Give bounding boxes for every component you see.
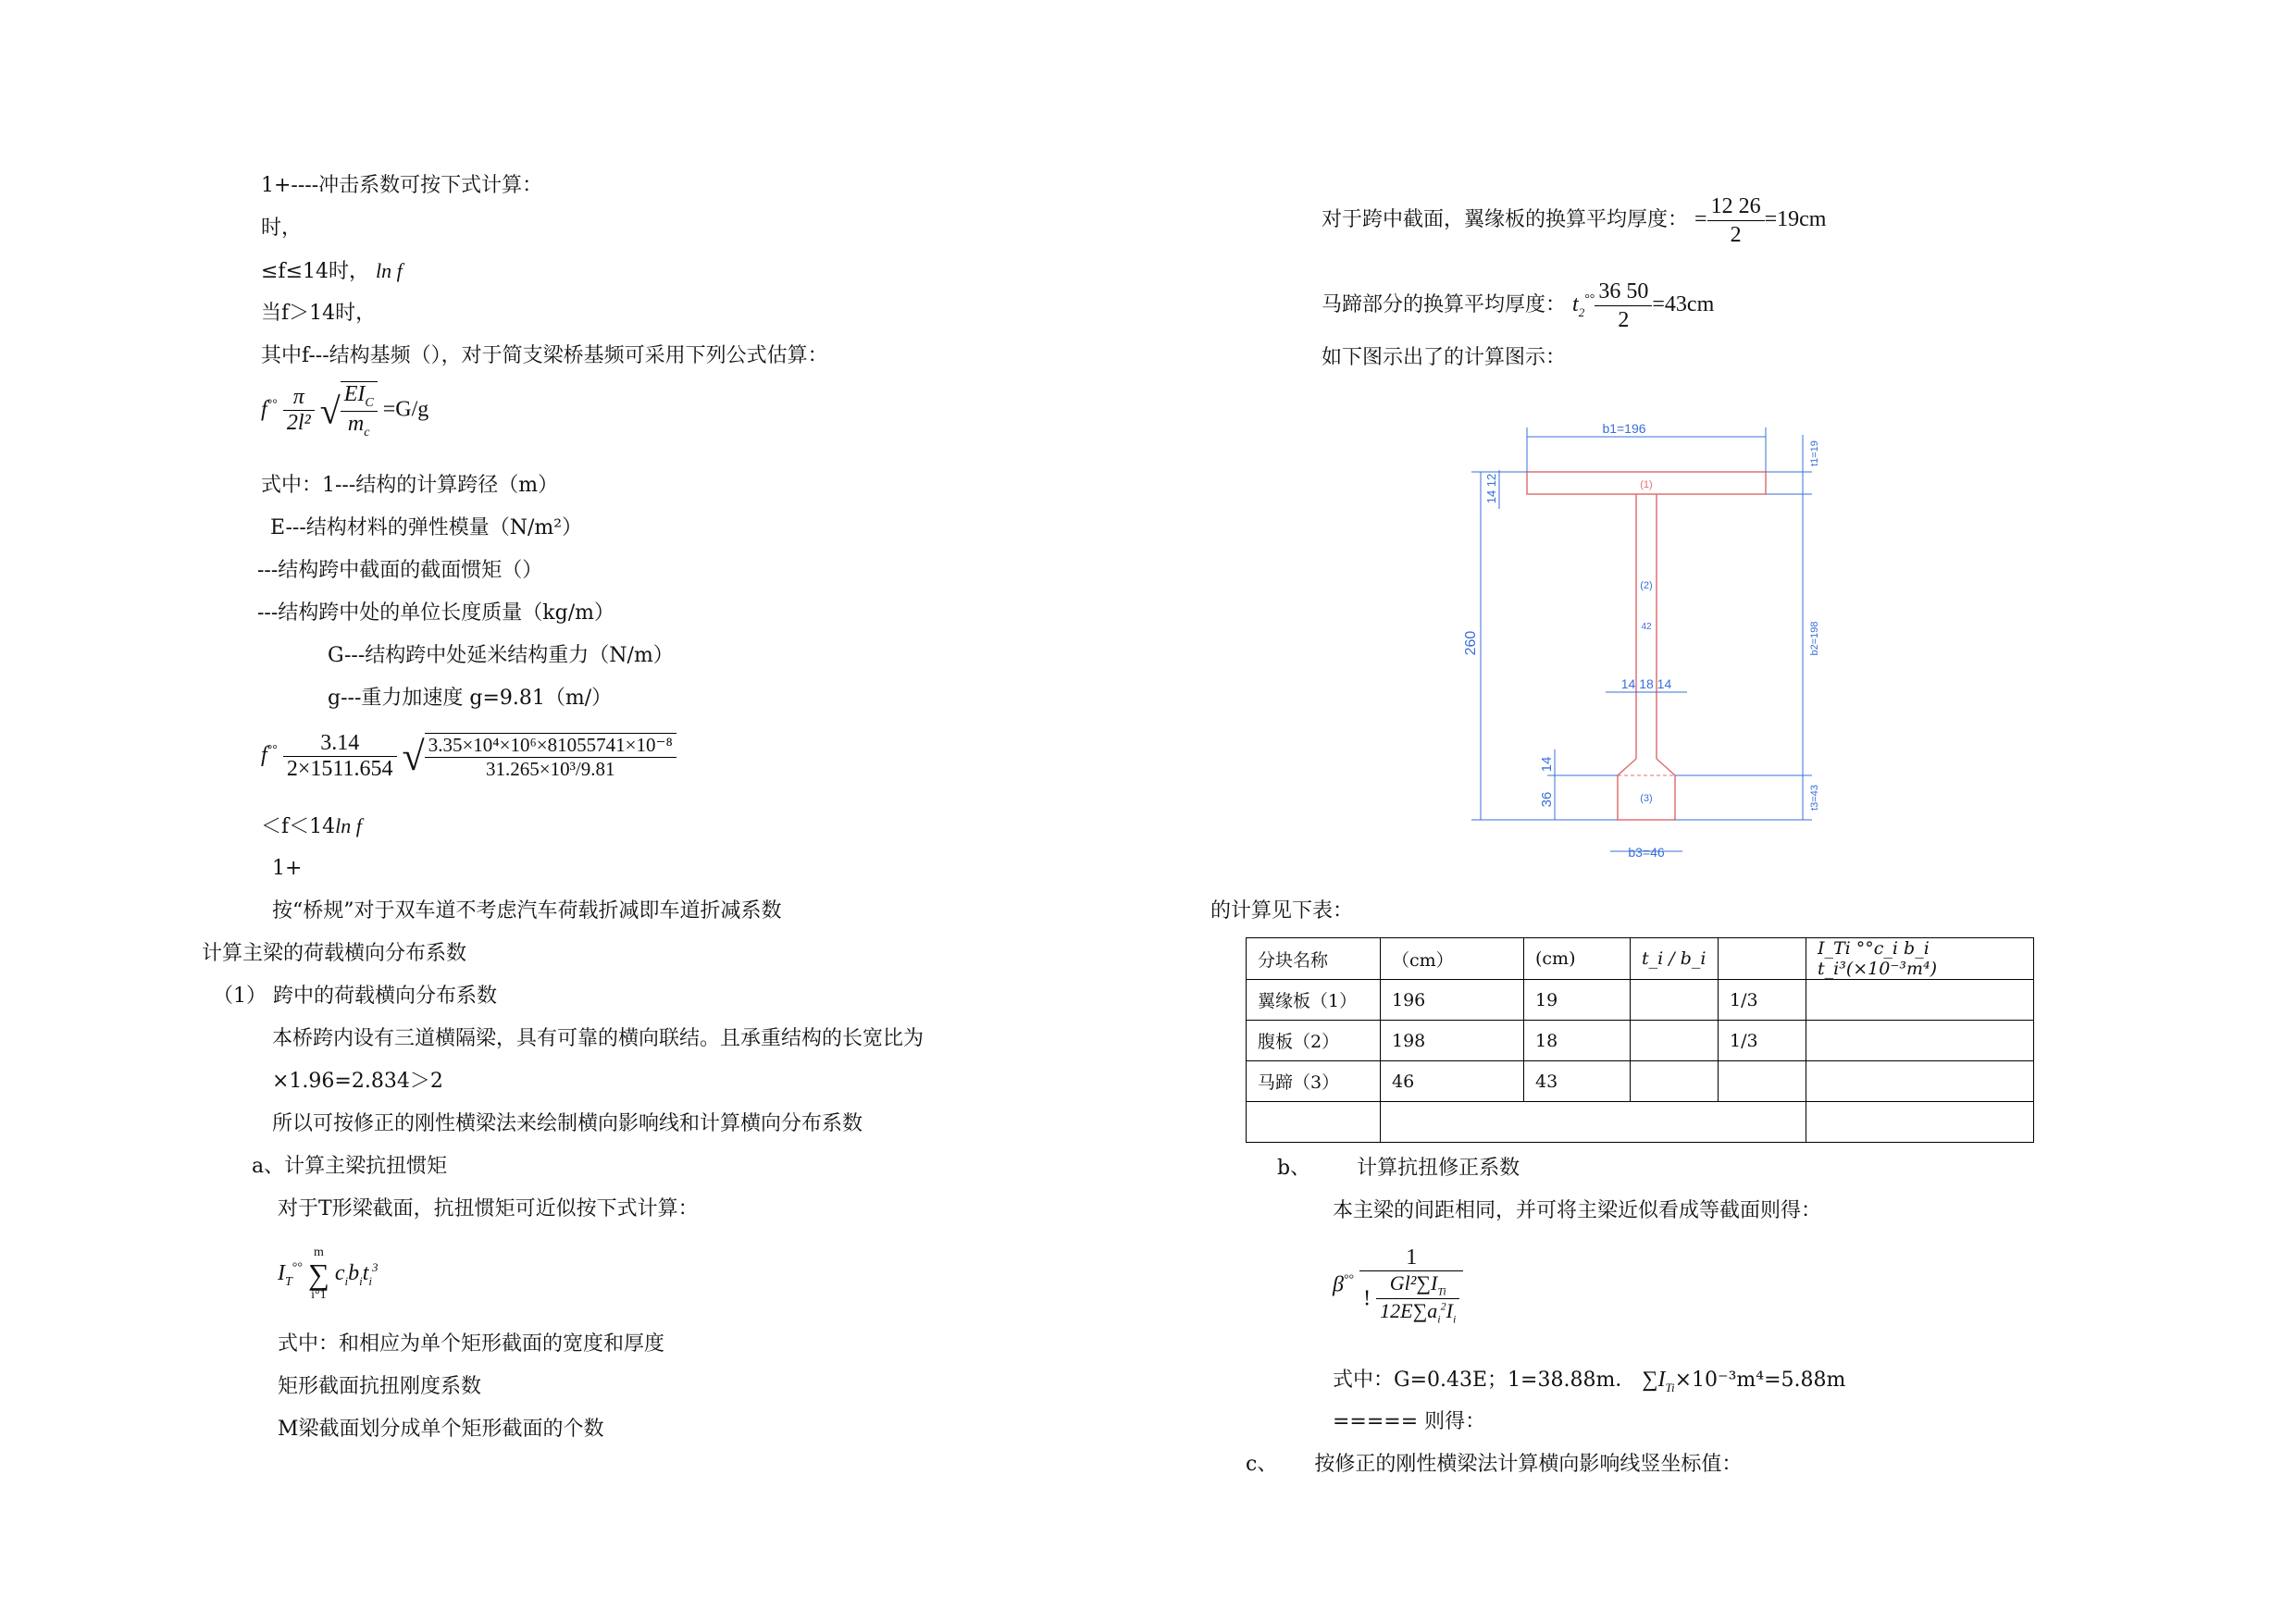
label-left-top: 14 12: [1484, 473, 1498, 504]
flange-thickness: [1322, 192, 1826, 249]
label-b2: b2=198: [1809, 621, 1820, 656]
step-a-title: a、计算主梁抗扭惯矩: [252, 1155, 448, 1178]
subsection-title: （1） 跨中的荷载横向分布系数: [213, 985, 497, 1008]
label-part-2: (2): [1640, 580, 1653, 591]
equal-section-text: 本主梁的间距相同，并可将主梁近似看成等截面则得：: [1333, 1199, 1822, 1222]
beta-params-sum: $\sum I_{Ti}$: [1642, 1368, 1675, 1394]
label-b3: b3=46: [1628, 845, 1665, 860]
beta-params-tail: ×10⁻³m⁴=5.88m: [1674, 1369, 1846, 1392]
flange-thickness-text: 对于跨中截面，翼缘板的换算平均厚度：: [1322, 208, 1689, 232]
th-b: （cm）: [1381, 938, 1524, 980]
frequency-range-math: ln f: [335, 814, 362, 837]
f2-sym: °°: [267, 743, 278, 758]
f1-radicand: [341, 381, 378, 440]
label-t1: t1=19: [1809, 440, 1820, 466]
beta-lhs: β: [1333, 1272, 1344, 1297]
th-c: [1719, 938, 1806, 980]
label-h-total: 260: [1463, 630, 1479, 656]
def-g-weight: G---结构跨中处延米结构重力（N/m）: [328, 644, 674, 667]
def-i: ---结构跨中截面的截面惯矩（）: [257, 559, 543, 582]
f3-body: $c_ib_it_i^3$: [334, 1259, 379, 1288]
impact-value: 1+: [272, 857, 303, 880]
ratio-text: ×1.96=2.834＞2: [272, 1070, 443, 1093]
label-part-3: (3): [1640, 793, 1653, 804]
cell: 198: [1381, 1021, 1524, 1061]
table-row: [1247, 1061, 2034, 1102]
beta-params-text: 式中：G=0.43E；1=38.88m．: [1333, 1369, 1636, 1392]
beta-bang: !: [1363, 1286, 1371, 1311]
f1-num: π: [283, 385, 315, 411]
beta-den: [1359, 1271, 1463, 1327]
th-ratio: t_i / b_i: [1631, 938, 1719, 980]
label-web-small: 42: [1641, 622, 1652, 632]
step-c-title: [1246, 1451, 1742, 1479]
f1-fraction: [283, 385, 315, 436]
cell: [1247, 1102, 1381, 1143]
radical-icon: √: [319, 390, 341, 432]
label-part-1: (1): [1640, 479, 1653, 490]
step-b-title: [1277, 1155, 1520, 1183]
cell: [1806, 1021, 2034, 1061]
condition-2-math: ln f: [376, 259, 403, 282]
beta-fraction: [1359, 1245, 1463, 1327]
beta-num: 1: [1359, 1245, 1463, 1271]
f3-sym: °°: [292, 1260, 303, 1275]
sum-sign: m ∑ i°1: [308, 1245, 329, 1302]
heel-thickness: [1322, 278, 1714, 334]
label-web-w: 14 18 14: [1620, 676, 1672, 691]
def-m: ---结构跨中处的单位长度质量（kg/m）: [257, 601, 614, 625]
table-header-row: [1247, 938, 2034, 980]
frequency-formula: [261, 381, 428, 440]
label-h36: 36: [1539, 791, 1555, 808]
lane-reduction-text: 按“桥规”对于双车道不考虑汽车荷载折减即车道折减系数: [272, 899, 782, 923]
step-c-text: 按修正的刚性横梁法计算横向影响线竖坐标值：: [1314, 1453, 1743, 1476]
cell: [1719, 1061, 1806, 1102]
cell: [1631, 1021, 1719, 1061]
cell: 1/3: [1719, 980, 1806, 1021]
f1-lhs: f: [261, 397, 267, 422]
cell: 196: [1381, 980, 1524, 1021]
f1-sym: °°: [267, 397, 278, 412]
table-row-empty: [1247, 1102, 2034, 1143]
condition-2: [261, 257, 403, 286]
radical-icon: √: [402, 734, 425, 779]
then-text: ===== 则得：: [1333, 1410, 1486, 1433]
cell: 18: [1524, 1021, 1631, 1061]
th-t: (cm): [1524, 938, 1631, 980]
label-t3: t3=43: [1809, 785, 1820, 811]
def-l: 式中：1---结构的计算跨径（m）: [261, 474, 559, 497]
condition-1: 时，: [261, 217, 303, 240]
cell: [1631, 980, 1719, 1021]
def-g-accel: g---重力加速度 g=9.81（m/）: [328, 687, 613, 710]
heel-formula: $t_2^{^\circ^\circ}$ $\frac{36 50}{2}$ =43cm: [1572, 279, 1715, 332]
cell: [1806, 1102, 2034, 1143]
f1-tail: =G/g: [382, 397, 429, 422]
flange-formula: = $\frac{12 26}{2}$ =19cm: [1694, 194, 1827, 247]
label-b1: b1=196: [1602, 421, 1646, 436]
f1-rad-den: $m_c$: [347, 411, 370, 440]
frequency-range: [261, 812, 362, 841]
def-e: E---结构材料的弹性模量（N/m²）: [270, 516, 583, 539]
cell: 43: [1524, 1061, 1631, 1102]
cell: 19: [1524, 980, 1631, 1021]
table-intro: 的计算见下表：: [1210, 899, 1354, 923]
th-it: I_Ti °°c_i b_i t_i³(×10⁻³m⁴): [1806, 938, 2034, 980]
t-beam-section-diagram: [1462, 416, 1851, 870]
frequency-calc: [261, 731, 676, 782]
base-frequency-text: 其中f---结构基频（），对于简支梁桥基频可采用下列公式估算：: [261, 344, 828, 367]
frequency-range-text: ＜f＜14: [261, 815, 336, 838]
condition-2-text: ≤f≤14时，: [261, 260, 370, 283]
f2-rad-den: 31.265×10³/9.81: [486, 757, 615, 780]
step-b-text: 计算抗扭修正系数: [1357, 1157, 1520, 1180]
f3-lhs: $I_T$: [278, 1260, 292, 1289]
cell: 1/3: [1719, 1021, 1806, 1061]
f1-rad-num: $EI_C$: [341, 382, 378, 412]
beta-inner: $\frac{Gl^2\sum I_{Ti}}{12E\sum a_i^2I_i}$: [1376, 1271, 1459, 1327]
cell: [1806, 980, 2034, 1021]
torsion-table: [1246, 937, 2034, 1143]
torsion-formula: [278, 1245, 379, 1303]
def-b-t: 式中：和相应为单个矩形截面的宽度和厚度: [278, 1332, 665, 1356]
beta-sym: °°: [1343, 1272, 1355, 1287]
label-h14: 14: [1539, 756, 1555, 773]
method-text: 所以可按修正的刚性横梁法来绘制横向影响线和计算横向分布系数: [272, 1112, 863, 1135]
f2-num: 3.14: [283, 731, 397, 757]
cell: [1381, 1102, 1806, 1143]
th-name: 分块名称: [1247, 938, 1381, 980]
f2-fraction: [283, 731, 397, 782]
table-row: [1247, 1021, 2034, 1061]
f2-lhs: f: [261, 743, 267, 768]
f2-den: 2×1511.654: [286, 757, 393, 781]
beta-formula: [1333, 1245, 1463, 1327]
figure-intro: 如下图示出了的计算图示：: [1322, 346, 1567, 369]
condition-3: 当f＞14时，: [261, 302, 377, 325]
heel-outline: [1618, 759, 1675, 820]
cell: 腹板（2）: [1247, 1021, 1381, 1061]
torsion-intro: 对于T形梁截面，抗扭惯矩可近似按下式计算：: [278, 1197, 699, 1220]
cell: [1631, 1061, 1719, 1102]
cell: 马蹄（3）: [1247, 1061, 1381, 1102]
cell: [1806, 1061, 2034, 1102]
step-b-label: b、: [1277, 1157, 1311, 1180]
section-title: 计算主梁的荷载横向分布系数: [202, 942, 467, 965]
cell: 46: [1381, 1061, 1524, 1102]
beta-params: [1333, 1366, 1845, 1402]
diaphragm-text: 本桥跨内设有三道横隔梁，具有可靠的横向联结。且承重结构的长宽比为: [272, 1027, 925, 1050]
heel-thickness-text: 马蹄部分的换算平均厚度：: [1322, 293, 1567, 317]
impact-factor-heading: 1+----冲击系数可按下式计算：: [261, 174, 543, 197]
def-c: 矩形截面抗扭刚度系数: [278, 1375, 482, 1398]
f2-radicand: [425, 733, 676, 781]
table-row: [1247, 980, 2034, 1021]
f2-rad-num: 3.35×10⁴×10⁶×81055741×10⁻⁸: [425, 734, 676, 758]
def-m-count: M梁截面划分成单个矩形截面的个数: [278, 1418, 604, 1441]
step-c-label: c、: [1246, 1453, 1278, 1476]
cell: 翼缘板（1）: [1247, 980, 1381, 1021]
f1-den: 2l²: [286, 411, 311, 436]
